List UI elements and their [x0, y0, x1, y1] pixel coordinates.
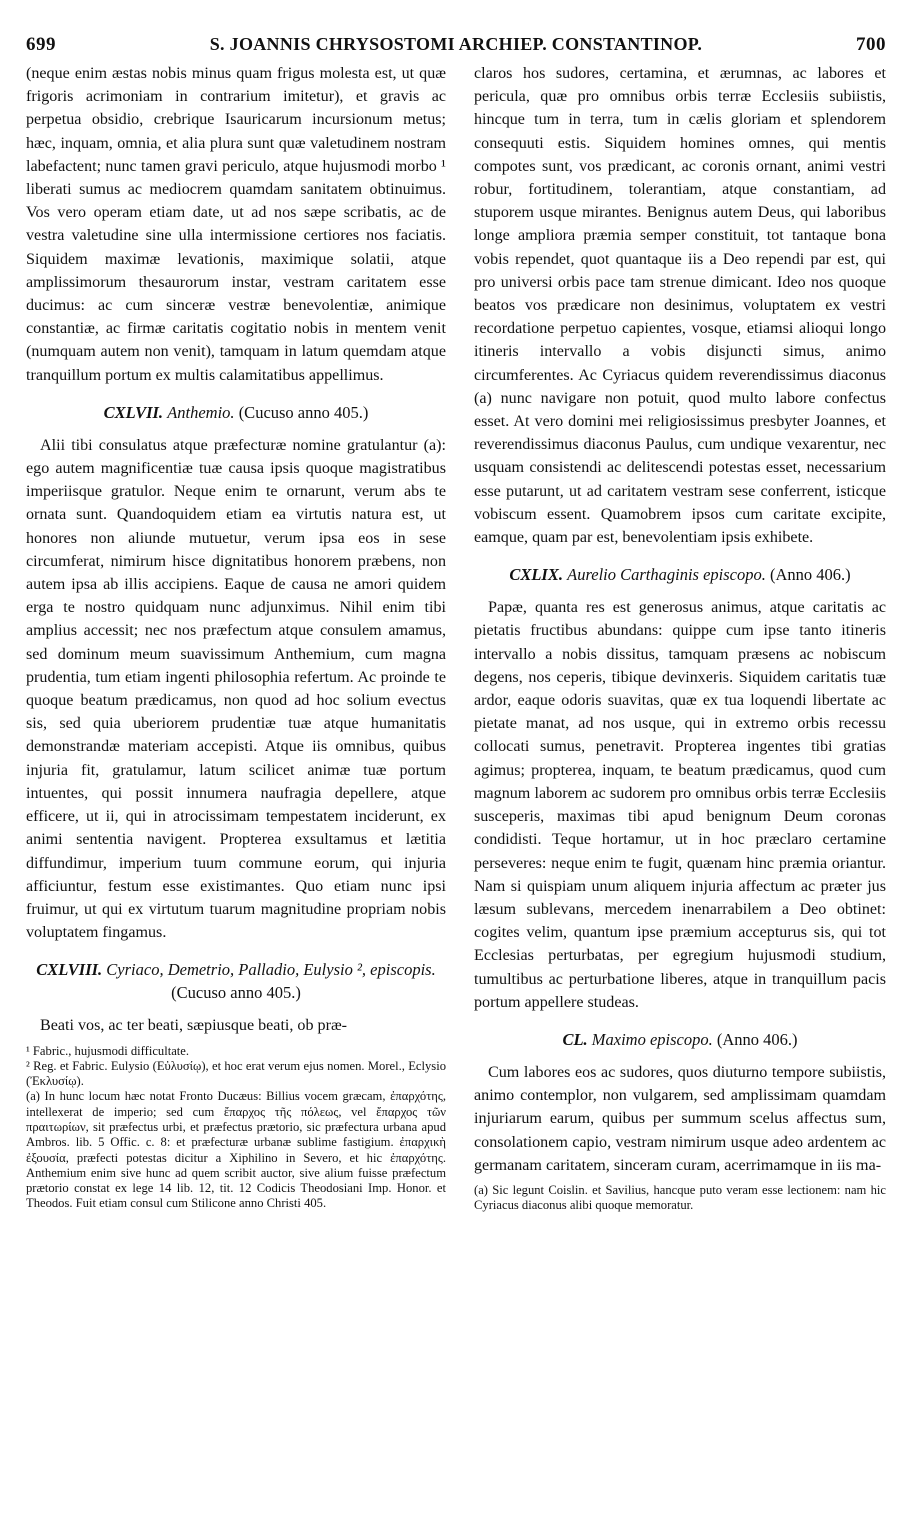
footnote-a: (a) In hunc locum hæc notat Fronto Ducæus: Billius vocem græcam, ἐπαρχότης, intellexerat de imperio; sed cum ἔπαρχος τῆς πόλεως, vel ἔπαρχος τῶν πραιτωρίων, sit præfectus urbi, et præfectus prætorio, sic præfectura urbana apud Ambros. lib. 5 Offic. c. 8: et præfecturæ urbanæ sublime fastigium. ἐπαρχικὴ ἐξουσία, præfecti potestas dicitur a Xiphilino in Severo, et hic ἐπαρχότης. Anthemium enim sive hunc ad quem scribit auctor, sive alium fuisse præfectum prætorio constat ex lege 14 lib. 12, tit. 12 Codicis Theodosiani Imp. Honor. et Theodos. Fuit etiam consul cum Stilicone anno Christi 405.	[26, 1089, 446, 1211]
letter-heading-150	[474, 1028, 886, 1051]
letter-body-149: Papæ, quanta res est generosus animus, atque caritatis ac pietatis fructibus abundans: quippe cum ipse tanto itineris intervallo a nobis dissitus, tamquam præsens ac nobiscum degens, nos ceperis, tibique devinxeris. Siquidem caritatis tuæ ardor, eaque odoris suavitas, quæ ex tua loquendi libertate ac pietate manat, ad nos usque, qui in extremo orbis recessu collocati sumus, penetravit. Propterea ingentes tibi gratias agimus; propterea, inquam, te beatum prædicamus, quod cum magnum laborem ac sudorem pro omnibus orbis terræ Ecclesiis susceperis, maximas tibi apud benignum Deum coronas condidisti. Teque hortamur, ut in hoc præclaro certamine perseveres: neque enim te fugit, quænam hinc præmia oriantur. Nam si quispiam unum aliquem injuria affectum ac præter jus læsum sublevans, mercedem inenarrabilem a Deo obtinet: cogites velim, quantum ipse præmium accepturus sis, qui tot Ecclesias perturbatas, per egregium hujusmodi studium, tumultibus ac perturbatione liberes, atque in tranquillum pacis portum appellere studeas.	[474, 599, 886, 1011]
letter-number: CXLVIII.	[36, 960, 103, 980]
letter-addressee: Anthemio.	[167, 402, 235, 422]
letter-addressee: Maximo episcopo.	[591, 1029, 713, 1049]
paragraph-continuation: (neque enim æstas nobis minus quam frigus molesta est, ut quæ frigoris acrimoniam in contrarium imitetur), et gravis ac perpetua obsidio, crebrique Isauricarum incursionum metus; hæc, inquam, omnia, et alia plura sunt quæ valetudinem nostram labefactent; nunc tamen gravi periculo, atque hujusmodi morbo ¹ liberati sumus ac mediocrem quamdam sanitatem obtinuimus. Vos vero operam etiam date, ut ad nos sæpe scribatis, ac de vestra valetudine sine ulla intermissione certiores nos faciatis. Siquidem maximæ levationis, maximique solatii, atque amplissimorum thesaurorum instar, vestram caritatem esse ducimus: ac cum sinceræ vestræ benevolentiæ, animique constantiæ, ac firmæ caritatis cogitatio nobis in mentem venit (numquam autem non venit), tamquam in latum quemdam atque tranquillum portum ex multis calamitatibus appellimus.	[26, 65, 446, 384]
letter-body-147: Alii tibi consulatus atque præfecturæ nomine gratulantur (a): ego autem magnificentiæ tuæ causa ipsis quoque magistratibus imperiisque gratulor. Neque enim te ornarunt, verum abs te ornata sunt. Quandoquidem etiam ea virtutis natura est, ut honores non aliunde mutuetur, verum ipsa eos in sese circumferat, nimirum hisce dignitatibus honorem præbens, non autem ipsa ab illis accipiens. Eaque de causa ne amori quidem erga te nostro quidquam nunc adjunximus. Nihil enim tibi amplius accessit; nec nos præfectum atque consulem amamus, sed dominum meum suavissimum Anthemium, cum magna prudentia, tum etiam ingenti philosophia refertum. Ac proinde te quoque beatum prædicamus, non quod ad hoc solium evectus sis, sed quia uberiorem prudentiæ tuæ atque humanitatis demonstrandæ materiam accepisti. Atque iis omnibus, quibus injuria fit, gratulamur, latum scilicet animæ tuæ portum intuentes, qui possit innumera naufragia depellere, atque efficere, ut ii, qui in atrocissimam tempestatem inciderunt, ex animi sententia navigent. Propterea exsultamus et lætitia diffundimur, imperium tuum commune eorum, qui injuria afficiuntur, festum esse existimantes. Quo etiam nunc ipsi fruimur, ut qui ex virtutum tuarum magnitudine propriam nobis voluptatem fingamus.	[26, 436, 446, 942]
letter-date: (Anno 406.)	[770, 565, 851, 585]
letter-heading-148	[26, 958, 446, 1004]
running-header	[26, 34, 886, 58]
letter-date: (Cucuso anno 405.)	[171, 983, 301, 1003]
page-number-right: 700	[856, 34, 886, 55]
letter-number: CXLVII.	[103, 402, 164, 422]
letter-body-148-cont: claros hos sudores, certamina, et ærumnas, ac labores et pericula, quæ pro omnibus orbis terræ Ecclesiis subiistis, hincque tum in terra, tum in cælis gloriam et splendorem consequuti estis. Siquidem homines omnes, qui mentis compotes sunt, vos prædicant, ac coronis ornant, animi vestri robur, fortitudinem, tolerantiam, atque constantiam, ad stuporem usque mirantes. Benignus autem Deus, qui laboribus longe ampliora præmia semper constituit, tot tantaque bona vobis rependet, quot quantaque iis a Deo rependi par est, qui pro universi orbis pace tam strenue dimicant. Ideo nos quoque beatos vos prædicare non desinimus, voluptatem ex vestri recordatione perpetuo capientes, vosque, etiamsi alioqui longo itineris intervallo a vobis disjuncti simus, animo circumferentes. Ac Cyriacus quidem reverendissimus diaconus (a) nunc navigare non potuit, quod multo labore confectus esset. At vero domini mei religiosissimus presbyter Joannes, et reverendissimus diaconus Paulus, cum undique vexarentur, nec usquam consistendi ac delitescendi potestas esset, necessarium esse putarunt, ut ad caritatem vestram sese conferrent, isticque vobiscum essent. Quamobrem ipsos cum caritate excipite, eamque, quam par est, benevolentiam ipsis exhibete.	[474, 65, 886, 547]
footnote-a: (a) Sic legunt Coislin. et Savilius, hancque puto veram esse lectionem: nam hic Cyriacus diaconus alibi quoque memoratur.	[474, 1182, 886, 1213]
letter-date: (Anno 406.)	[716, 1029, 798, 1049]
letter-date: (Cucuso anno 405.)	[238, 402, 369, 422]
letter-number: CXLIX.	[509, 565, 563, 585]
letter-body-148-start: Beati vos, ac ter beati, sæpiusque beati, ob præ-	[40, 1017, 348, 1035]
letter-heading-147	[26, 401, 446, 424]
letter-addressee: Aurelio Carthaginis episcopo.	[567, 565, 766, 585]
footnotes-left	[26, 1044, 446, 1212]
left-column	[26, 62, 446, 1212]
letter-addressee: Cyriaco, Demetrio, Palladio, Eulysio ², episcopis.	[106, 960, 436, 980]
page-number-left: 699	[26, 34, 56, 55]
footnote-1: ¹ Fabric., hujusmodi difficultate.	[26, 1043, 190, 1058]
footnotes-right	[474, 1183, 886, 1214]
letter-number: CL.	[562, 1029, 588, 1049]
letter-heading-149	[474, 563, 886, 586]
letter-body-150: Cum labores eos ac sudores, quos diuturno tempore subiistis, animo contemplor, non vulgarem, sed amplissimam quamdam injuriarum earum, quibus per summum scelus affectus sum, consolationem capio, vestram nimirum usque adeo ardentem ac germanam caritatem, sinceram curam, acerrimamque in iis ma-	[474, 1063, 886, 1174]
right-column	[474, 62, 886, 1214]
footnote-2: ² Reg. et Fabric. Eulysio (Εὐλυσίῳ), et hoc erat verum ejus nomen. Morel., Eclysio (Ἐκλυσίῳ).	[26, 1058, 446, 1089]
running-title: S. JOANNIS CHRYSOSTOMI ARCHIEP. CONSTANTINOP.	[209, 34, 703, 54]
